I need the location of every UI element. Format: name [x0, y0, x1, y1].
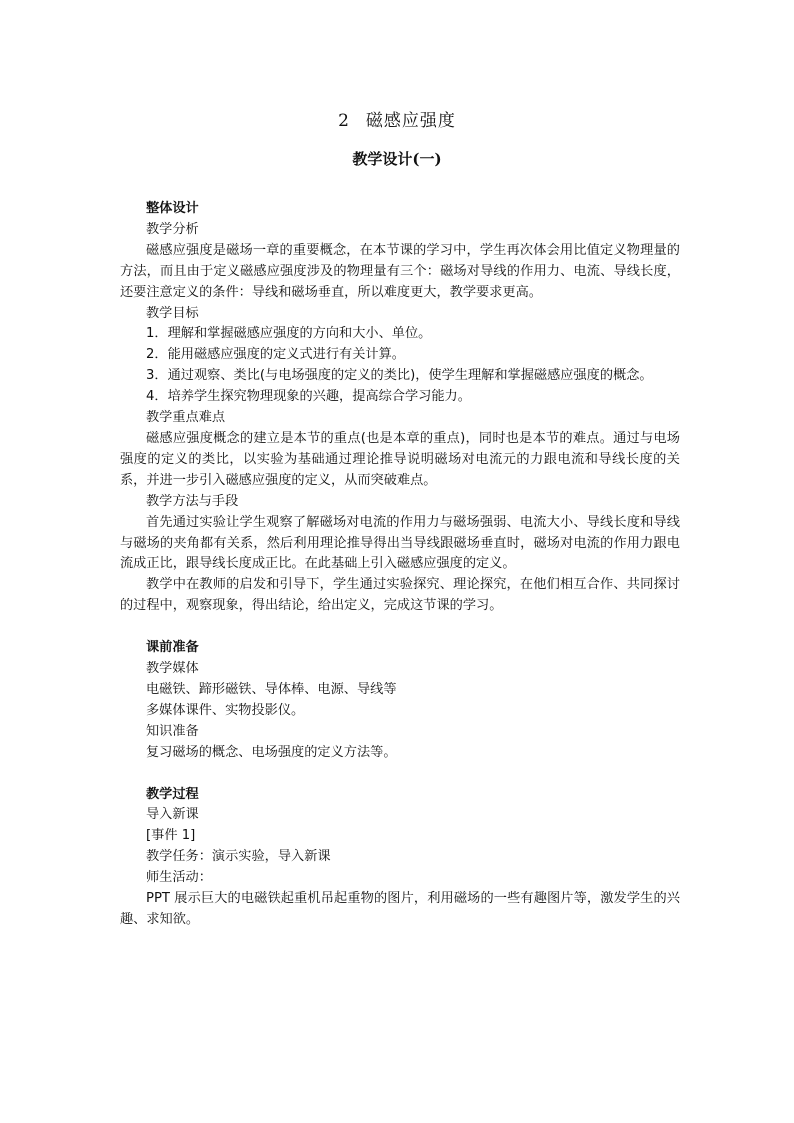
event-label: [事件 1] — [146, 828, 196, 844]
goal-item: 1．理解和掌握磁感应强度的方向和大小、单位。 — [146, 326, 432, 342]
analysis-paragraph: 磁感应强度是磁场一章的重要概念，在本节课的学习中，学生再次体会用比值定义物理量的方法，而且由于定义磁感应强度涉及的物理量有三个：磁场对导线的作用力、电流、导线长度，还要注意定义的条件：导线和磁场垂直，所以难度更大，教学要求更高。 — [120, 242, 680, 300]
goal-item: 2．能用磁感应强度的定义式进行有关计算。 — [146, 347, 405, 363]
media-label: 教学媒体 — [146, 661, 199, 677]
section-heading-overall: 整体设计 — [146, 201, 199, 216]
analysis-label: 教学分析 — [146, 221, 199, 237]
activity-paragraph: PPT 展示巨大的电磁铁起重机吊起重物的图片，利用磁场的一些有趣图片等，激发学生的兴趣、求知欲。 — [120, 891, 680, 927]
lesson-subtitle: 教学设计(一) — [352, 150, 442, 168]
knowledge-line: 复习磁场的概念、电场强度的定义方法等。 — [146, 744, 397, 760]
methods-label: 教学方法与手段 — [146, 493, 239, 509]
goal-item: 4．培养学生探究物理现象的兴趣，提高综合学习能力。 — [146, 389, 471, 405]
knowledge-label: 知识准备 — [146, 723, 199, 739]
section-heading-process: 教学过程 — [146, 786, 199, 802]
activity-label: 师生活动： — [146, 870, 212, 886]
goal-item: 3．通过观察、类比(与电场强度的定义的类比)，使学生理解和掌握磁感应强度的概念。 — [146, 368, 653, 384]
media-line: 电磁铁、蹄形磁铁、导体棒、电源、导线等 — [146, 681, 397, 697]
lesson-title-text: 磁感应强度 — [365, 111, 456, 131]
lesson-title — [0, 106, 794, 131]
media-line: 多媒体课件、实物投影仪。 — [146, 702, 305, 718]
intro-label: 导入新课 — [146, 807, 199, 823]
keypoints-paragraph: 磁感应强度概念的建立是本节的重点(也是本章的重点)，同时也是本节的难点。通过与电场强度的定义的类比，以实验为基础通过理论推导说明磁场对电流元的力跟电流和导线长度的关系，并进一步引入磁感应强度的定义，从而突破难点。 — [120, 430, 680, 488]
task-line: 教学任务：演示实验，导入新课 — [146, 849, 331, 865]
methods-paragraph: 教学中在教师的启发和引导下，学生通过实验探究、理论探究，在他们相互合作、共同探讨的过程中，观察现象，得出结论，给出定义，完成这节课的学习。 — [120, 577, 680, 614]
goals-label: 教学目标 — [146, 305, 199, 321]
lesson-number: 2 — [338, 111, 350, 131]
keypoints-label: 教学重点难点 — [146, 410, 226, 426]
section-heading-prep: 课前准备 — [146, 640, 199, 656]
document-body — [120, 199, 680, 931]
methods-paragraph: 首先通过实验让学生观察了解磁场对电流的作用力与磁场强弱、电流大小、导线长度和导线与磁场的夹角都有关系，然后利用理论推导得出当导线跟磁场垂直时，磁场对电流的作用力跟电流成正比，跟导线长度成正比。在此基础上引入磁感应强度的定义。 — [120, 514, 680, 572]
